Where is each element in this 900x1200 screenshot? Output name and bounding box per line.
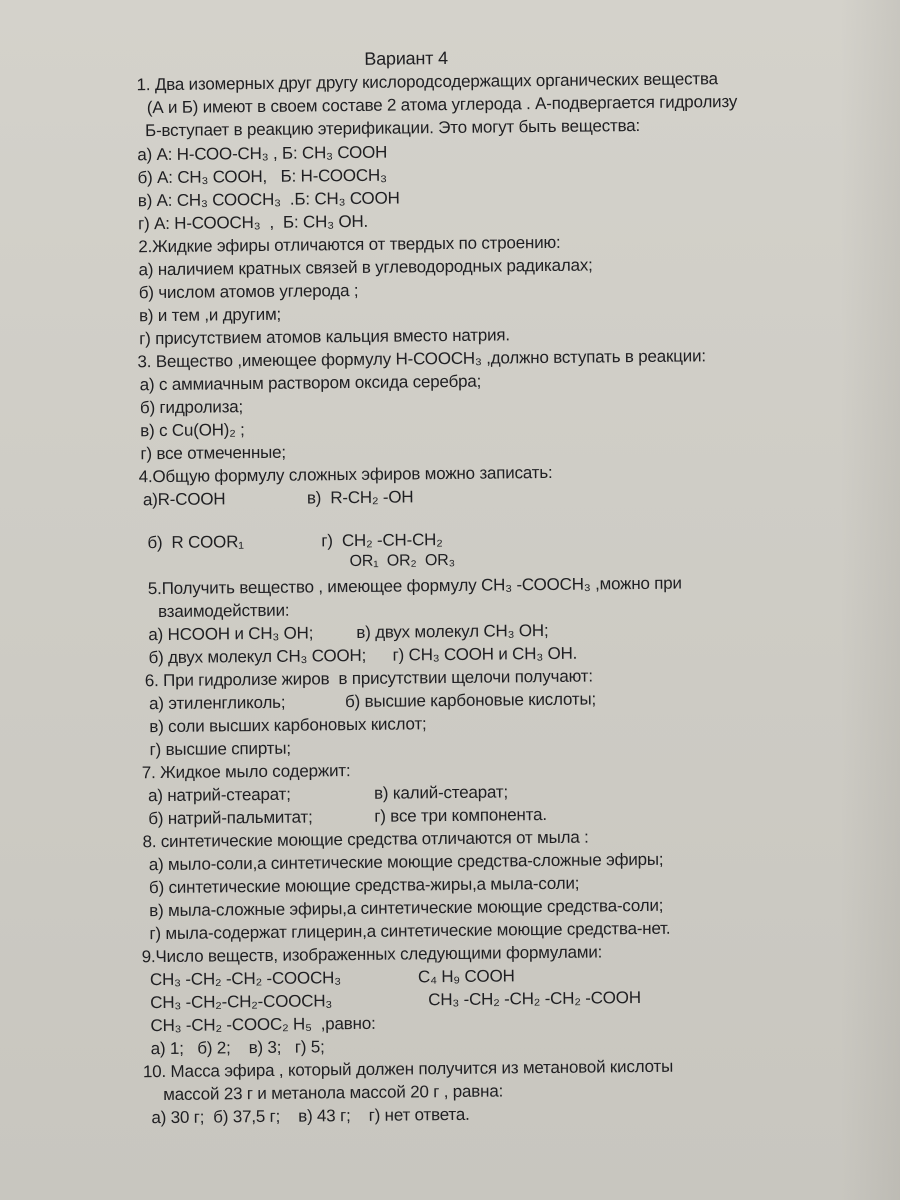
question-4-option-a: а)R-COOH — [142, 489, 226, 510]
question-5-option-a: а) HCOOH и CH₃ OH; — [148, 623, 314, 645]
question-5-text: 5.Получить вещество , имеющее формулу СН₃ -СООСН₃ ,можно при — [147, 573, 682, 599]
question-1-text-cont: (А и Б) имеют в своем составе 2 атома углерода . А-подвергается гидролизу — [146, 91, 738, 118]
question-4-text: 4.Общую формулу сложных эфиров можно записать: — [138, 462, 553, 487]
question-2-option-b: б) числом атомов углерода ; — [138, 280, 359, 303]
question-3-option-g: г) все отмеченные; — [140, 442, 286, 464]
question-6-text: 6. При гидролизе жиров в присутствии щелочи получают: — [144, 666, 593, 691]
question-6-option-g: г) высшие спирты; — [149, 738, 291, 760]
worksheet-title: Вариант 4 — [364, 47, 448, 69]
question-7-option-v: в) калий-стеарат; — [373, 782, 509, 803]
question-1-option-v: в) А: СН₃ СООСН₃ .Б: СН₃ СООН — [137, 188, 400, 211]
question-8-option-a: а) мыло-соли,а синтетические моющие средства-сложные эфиры; — [148, 849, 664, 875]
question-9-formula-5: CH₃ -CH₂ -COOC₂ H₅ ,равно: — [150, 1013, 376, 1036]
question-7-option-g: г) все три компонента. — [374, 804, 547, 826]
question-8-option-b: б) синтетические моющие средства-жиры,а мыла-соли; — [148, 873, 580, 898]
question-4-option-v: в) R-CH₂ -OH — [306, 487, 414, 508]
question-3-option-v: в) с Cu(OH)₂ ; — [140, 420, 245, 441]
question-7-option-b: б) натрий-пальмитат; — [148, 807, 313, 829]
question-3-option-a: а) с аммиачным раствором оксида серебра; — [139, 371, 482, 395]
question-5-option-g: г) СН₃ СООН и СН₃ ОН. — [392, 643, 578, 665]
question-8-option-v: в) мыла-сложные эфиры,а синтетические моющие средства-соли; — [149, 895, 664, 921]
question-1-text-cont2: Б-вступает в реакцию этерификации. Это могут быть вещества: — [144, 115, 641, 141]
question-9-answers: а) 1; б) 2; в) 3; г) 5; — [150, 1037, 325, 1059]
question-4-option-b: б) R COOR₁ — [147, 532, 244, 553]
question-1-option-b: б) А: СН₃ СООН, Б: Н-СООСН₃ — [137, 165, 387, 188]
question-1-option-a: а) А: Н-СОО-СН₃ , Б: СН₃ СООН — [137, 142, 388, 165]
question-2-text: 2.Жидкие эфиры отличаются от твердых по строению: — [138, 232, 561, 257]
question-10-answers: а) 30 г; б) 37,5 г; в) 43 г; г) нет ответа. — [151, 1104, 470, 1128]
question-6-option-v: в) соли высших карбоновых кислот; — [149, 714, 427, 737]
question-2-option-g: г) присутствием атомов кальция вместо натрия. — [139, 325, 510, 349]
question-2-option-v: в) и тем ,и другим; — [138, 304, 282, 326]
question-3-option-b: б) гидролиза; — [139, 397, 244, 418]
question-8-text: 8. синтетические моющие средства отличаются от мыла : — [142, 827, 589, 852]
question-1-text: 1. Два изомерных друг другу кислородсодержащих органических вещества — [136, 69, 718, 95]
question-9-formula-2: C₄ H₉ COOH — [417, 966, 515, 987]
question-9-formula-4: CH₃ -CH₂ -CH₂ -CH₂ -COOH — [428, 988, 641, 1010]
question-5-option-b: б) двух молекул СН₃ СООН; — [148, 645, 367, 668]
question-2-option-a: а) наличием кратных связей в углеводородных радикалах; — [138, 255, 593, 280]
question-3-text: 3. Вещество ,имеющее формулу Н-СООСН₃ ,должно вступать в реакции: — [137, 346, 706, 372]
question-9-formula-1: CH₃ -CH₂ -CH₂ -COOCH₃ — [149, 968, 341, 990]
question-10-text-cont: массой 23 г и метанола массой 20 г , равна: — [163, 1081, 504, 1105]
question-5-text-cont: взаимодействии: — [158, 600, 290, 622]
question-4-option-g: г) CH₂ -CH-CH₂ — [321, 530, 443, 551]
question-8-option-g: г) мыла-содержат глицерин,а синтетические моющие средства-нет. — [149, 918, 671, 944]
question-4-option-g-radicals: OR₁ OR₂ OR₃ — [349, 551, 455, 571]
question-9-text: 9.Число веществ, изображенных следующими формулами: — [141, 942, 603, 967]
question-6-option-a: а) этиленгликоль; — [148, 692, 286, 714]
question-9-formula-3: CH₃ -CH₂-CH₂-COOCH₃ — [150, 991, 333, 1013]
question-5-option-v: в) двух молекул СН₃ ОН; — [356, 620, 549, 642]
question-1-option-g: г) А: Н-СООСН₃ , Б: СН₃ ОН. — [137, 211, 369, 234]
question-10-text: 10. Масса эфира , который должен получится из метановой кислоты — [142, 1056, 674, 1082]
question-6-option-b: б) высшие карбоновые кислоты; — [344, 689, 597, 712]
question-7-option-a: а) натрий-стеарат; — [147, 784, 291, 806]
question-7-text: 7. Жидкое мыло содержит: — [141, 761, 351, 783]
